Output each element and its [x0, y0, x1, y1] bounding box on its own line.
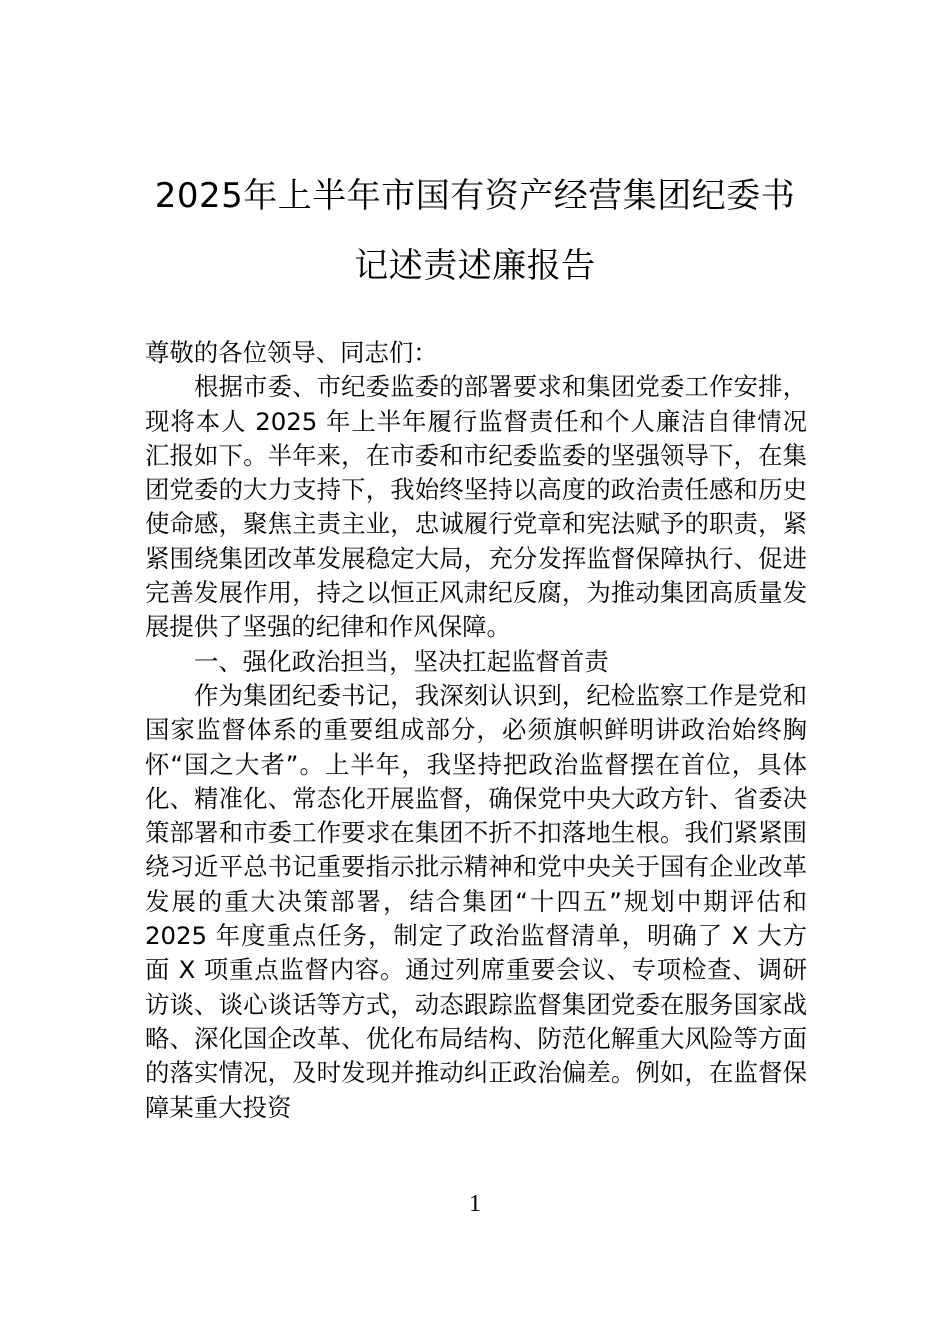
intro-paragraph: 根据市委、市纪委监委的部署要求和集团党委工作安排，现将本人 2025 年上半年履行监督责任和个人廉洁自律情况汇报如下。半年来，在市委和市纪委监委的坚强领导下，在集团党委的大力支持下，我始终坚持以高度的政治责任感和历史使命感，聚焦主责主业，忠诚履行党章和宪法赋予的职责，紧紧围绕集团改革发展稳定大局，充分发挥监督保障执行、促进完善发展作用，持之以恒正风肃纪反腐，为推动集团高质量发展提供了坚强的纪律和作风保障。 — [145, 372, 807, 642]
document-title-line-1: 2025年上半年市国有资产经营集团纪委书 — [154, 176, 796, 216]
document-body — [145, 336, 807, 1125]
salutation: 尊敬的各位领导、同志们： — [145, 338, 438, 367]
section-1-paragraph: 作为集团纪委书记，我深刻认识到，纪检监察工作是党和国家监督体系的重要组成部分，必须旗帜鲜明讲政治始终胸怀“国之大者”。上半年，我坚持把政治监督摆在首位，具体化、精准化、常态化开展监督，确保党中央大政方针、省委决策部署和市委工作要求在集团不折不扣落地生根。我们紧紧围绕习近平总书记重要指示批示精神和党中央关于国有企业改革发展的重大决策部署，结合集团“十四五”规划中期评估和 2025 年度重点任务，制定了政治监督清单，明确了 X 大方面 X 项重点监督内容。通过列席重要会议、专项检查、调研访谈、谈心谈话等方式，动态跟踪监督集团党委在服务国家战略、深化国企改革、优化布局结构、防范化解重大风险等方面的落实情况，及时发现并推动纠正政治偏差。例如，在监督保障某重大投资 — [145, 680, 807, 1122]
document-title-line-2: 记述责述廉报告 — [354, 246, 596, 286]
section-heading-1: 一、强化政治担当，坚决扛起监督首责 — [194, 646, 609, 676]
page-number: 1 — [469, 1191, 481, 1217]
